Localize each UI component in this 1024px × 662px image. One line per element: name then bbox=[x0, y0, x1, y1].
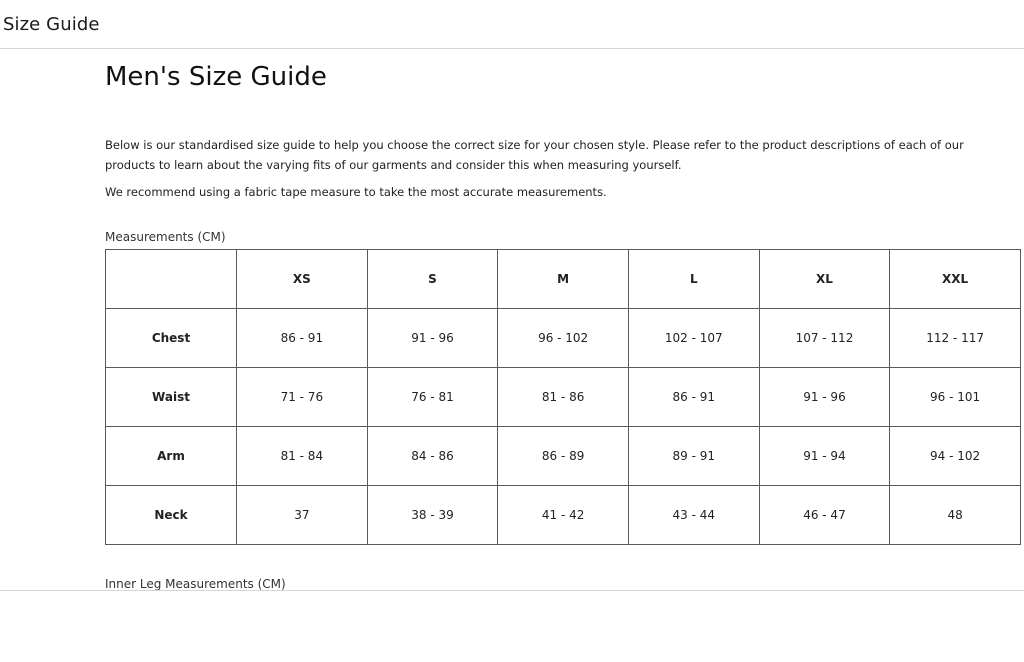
table-row-neck bbox=[106, 486, 1021, 545]
intro-text: Below is our standardised size guide to help you choose the correct size for your chosen style. Please refer to the product descriptions of each of our products to learn about the varying fits of our garments and consider this when measuring yourself. bbox=[105, 138, 964, 172]
modal-title: Size Guide bbox=[3, 14, 100, 35]
table-row-chest bbox=[106, 309, 1021, 368]
table-cell: 46 - 47 bbox=[759, 486, 890, 545]
table-row-waist bbox=[106, 368, 1021, 427]
table-cell: 112 - 117 bbox=[890, 309, 1021, 368]
modal-header bbox=[0, 0, 1024, 49]
measurements-label: Measurements (CM) bbox=[105, 230, 226, 244]
table-cell: 76 - 81 bbox=[367, 368, 498, 427]
table-cell: 84 - 86 bbox=[367, 427, 498, 486]
inner-leg-label: Inner Leg Measurements (CM) bbox=[105, 577, 286, 590]
table-cell: 91 - 96 bbox=[759, 368, 890, 427]
row-label-arm: Arm bbox=[106, 427, 237, 486]
row-label-chest: Chest bbox=[106, 309, 237, 368]
table-cell: 96 - 102 bbox=[498, 309, 629, 368]
table-cell: 91 - 94 bbox=[759, 427, 890, 486]
modal-body[interactable] bbox=[0, 50, 1024, 590]
size-header-l: L bbox=[628, 250, 759, 309]
table-row-arm bbox=[106, 427, 1021, 486]
table-cell: 86 - 91 bbox=[237, 309, 368, 368]
tape-measure-tip: We recommend using a fabric tape measure to take the most accurate measurements. bbox=[105, 185, 607, 199]
size-header-xs: XS bbox=[237, 250, 368, 309]
table-cell: 43 - 44 bbox=[628, 486, 759, 545]
table-cell: 107 - 112 bbox=[759, 309, 890, 368]
table-cell: 48 bbox=[890, 486, 1021, 545]
table-cell: 86 - 89 bbox=[498, 427, 629, 486]
table-corner-cell bbox=[106, 250, 237, 309]
size-header-xxl: XXL bbox=[890, 250, 1021, 309]
size-header-s: S bbox=[367, 250, 498, 309]
table-cell: 81 - 84 bbox=[237, 427, 368, 486]
size-header-m: M bbox=[498, 250, 629, 309]
table-cell: 86 - 91 bbox=[628, 368, 759, 427]
table-header-row bbox=[106, 250, 1021, 309]
table-cell: 41 - 42 bbox=[498, 486, 629, 545]
table-cell: 71 - 76 bbox=[237, 368, 368, 427]
size-header-xl: XL bbox=[759, 250, 890, 309]
table-cell: 96 - 101 bbox=[890, 368, 1021, 427]
row-label-neck: Neck bbox=[106, 486, 237, 545]
measurements-table bbox=[105, 249, 1021, 545]
table-cell: 37 bbox=[237, 486, 368, 545]
page-title: Men's Size Guide bbox=[105, 62, 327, 92]
row-label-waist: Waist bbox=[106, 368, 237, 427]
table-cell: 81 - 86 bbox=[498, 368, 629, 427]
modal-footer-divider bbox=[0, 590, 1024, 591]
table-cell: 89 - 91 bbox=[628, 427, 759, 486]
table-cell: 38 - 39 bbox=[367, 486, 498, 545]
table-cell: 102 - 107 bbox=[628, 309, 759, 368]
table-cell: 91 - 96 bbox=[367, 309, 498, 368]
table-cell: 94 - 102 bbox=[890, 427, 1021, 486]
